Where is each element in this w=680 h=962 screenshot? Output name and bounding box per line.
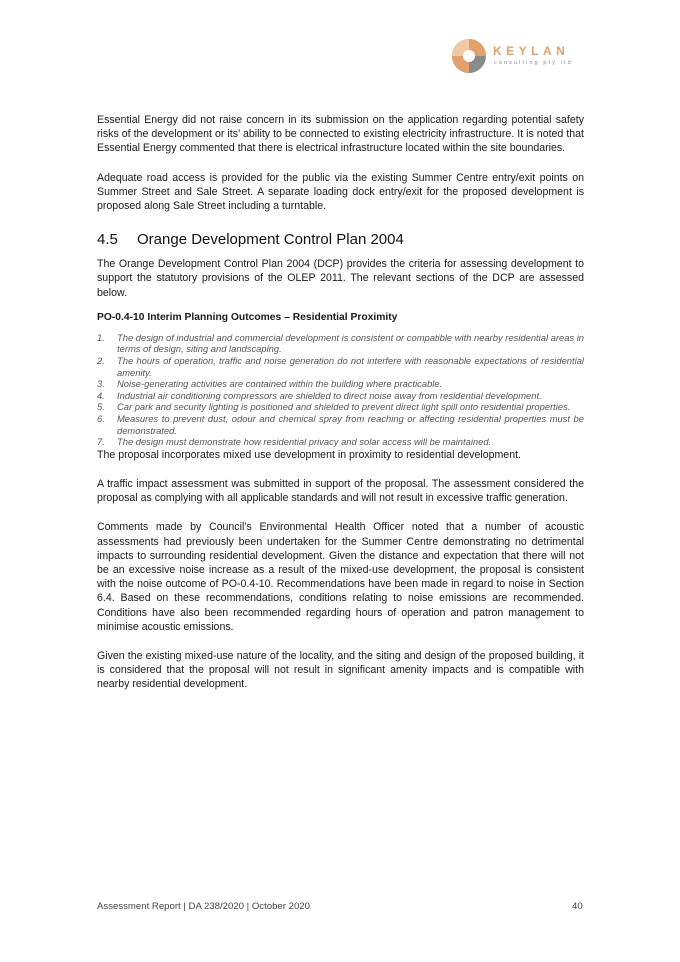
paragraph-essential-energy: Essential Energy did not raise concern in its submission on the application regarding potential safety risks of the development or its’ ability to be connected to existing electricity infrastructure. It is noted that Essential Energy commented that there is electrical infrastructure located within the site boundaries. <box>97 114 584 155</box>
list-item: 7. The design must demonstrate how residential privacy and solar access will be maintained. <box>97 436 492 448</box>
paragraph-road-access: Adequate road access is provided for the public via the existing Summer Centre entry/exit points on Summer Street and Sale Street. A separate loading dock entry/exit for the proposed development is proposed along Sale Street including a turntable. <box>97 171 584 213</box>
paragraph-acoustic: Comments made by Council’s Environmental Health Officer noted that a number of acoustic assessments had previously been undertaken for the Summer Centre demonstrating no detrimental impacts to surrounding residential development. Given the distance and expectation that there will not be an excessive noise increase as a result of the mixed-use development, the proposal is consistent with the noise outcome of PO-0.4-10. Recommendations have been made in regard to noise in Section 6.4. Based on these recommendations, conditions relating to noise emissions are recommended. Conditions have also been recommended regarding hours of operation and patron management to minimise acoustic emissions. <box>97 521 584 633</box>
subsection-heading: PO-0.4-10 Interim Planning Outcomes – Residential Proximity <box>97 311 398 323</box>
page-content <box>97 113 584 692</box>
list-item: 2. The hours of operation, traffic and noise generation do not interfere with reasonable expectations of residential amenity. <box>97 355 584 378</box>
keylan-logo-icon <box>451 38 487 74</box>
logo-tagline: consulting pty ltd <box>494 60 573 66</box>
paragraph-mixed-use: The proposal incorporates mixed use development in proximity to residential development. <box>97 448 521 461</box>
paragraph-conclusion: Given the existing mixed-use nature of the locality, and the siting and design of the proposed building, it is considered that the proposal will not result in significant amenity impacts and is compatible with nearby residential development. <box>97 650 584 691</box>
list-item: 5. Car park and security lighting is positioned and shielded to prevent direct light spill onto residential properties. <box>97 401 571 413</box>
list-item: 4. Industrial air conditioning compressors are shielded to direct noise away from residential development. <box>97 389 542 401</box>
list-item: 1. The design of industrial and commercial development is consistent or compatible with nearby residential areas in terms of design, siting and landscaping. <box>97 331 584 355</box>
list-item: 3. Noise-generating activities are contained within the building where practicable. <box>97 378 443 390</box>
footer-report-info: Assessment Report | DA 238/2020 | October 2020 <box>97 901 310 912</box>
outcomes-list <box>97 332 584 448</box>
section-heading <box>97 231 584 248</box>
section-title: Orange Development Control Plan 2004 <box>137 231 404 249</box>
page-number: 40 <box>572 901 583 912</box>
paragraph-dcp-intro: The Orange Development Control Plan 2004 (DCP) provides the criteria for assessing development to support the statutory provisions of the OLEP 2011. The relevant sections of the DCP are assessed below. <box>97 258 584 299</box>
paragraph-traffic: A traffic impact assessment was submitted in support of the proposal. The assessment considered the proposal as complying with all applicable standards and will not result in excessive traffic generation. <box>97 477 584 505</box>
list-item: 6. Measures to prevent dust, odour and chemical spray from reaching or affecting residential properties must be demonstrated. <box>97 412 584 436</box>
section-number: 4.5 <box>97 231 118 249</box>
logo-wordmark: KEYLAN <box>493 44 570 58</box>
company-logo <box>451 38 591 76</box>
